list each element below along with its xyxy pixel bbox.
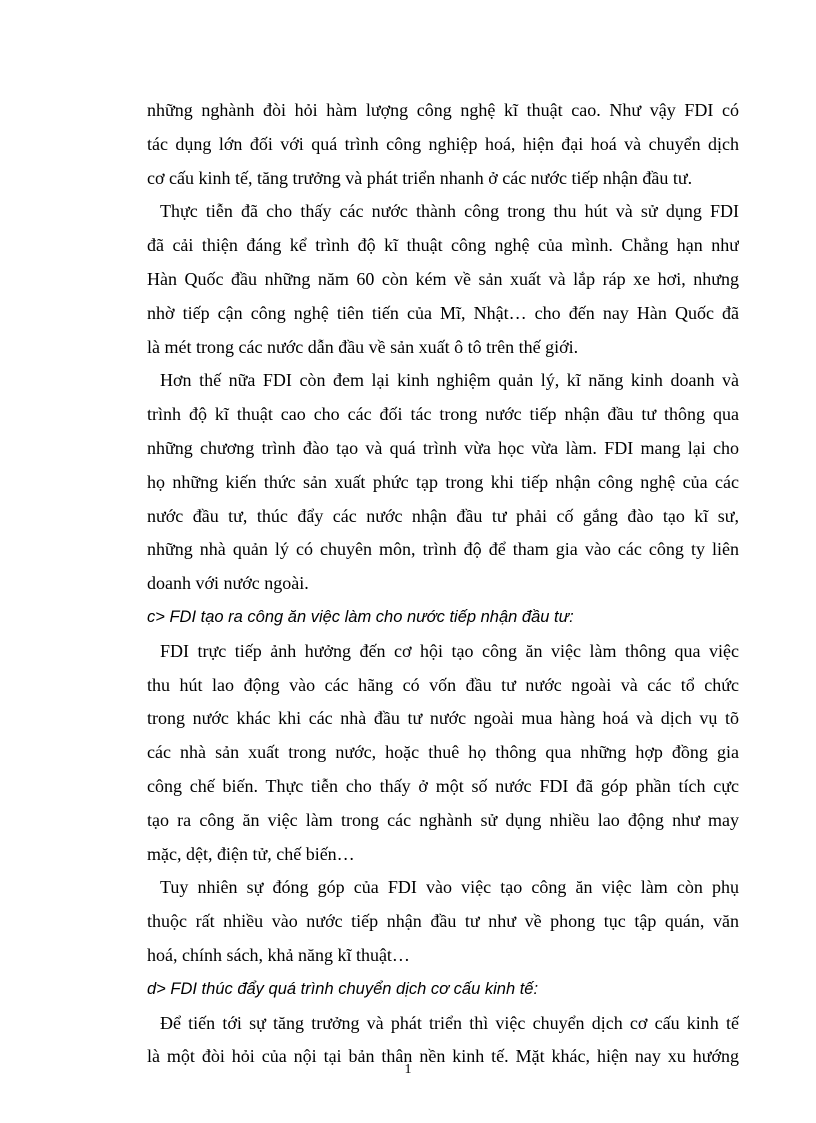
text-line: mặc, dệt, điện tử, chế biến… bbox=[147, 843, 355, 864]
text-line: là mét trong các nước dẫn đầu về sản xuất ô tô trên thế giới. bbox=[147, 336, 579, 357]
text-line: thuộc rất nhiều vào nước tiếp nhận đầu tư như về phong tục tập quán, văn bbox=[147, 911, 739, 932]
text-line: trình độ kĩ thuật cao cho các đối tác trong nước tiếp nhận đầu tư thông qua bbox=[147, 404, 739, 425]
paragraph-first-line: Thực tiễn đã cho thấy các nước thành công trong thu hút và sử dụng FDI bbox=[160, 201, 739, 222]
text-line: trong nước khác khi các nhà đầu tư nước ngoài mua hàng hoá và dịch vụ tõ bbox=[147, 708, 739, 729]
text-line: thu hút lao động vào các hãng có vốn đầu tư nước ngoài và các tổ chức bbox=[147, 674, 739, 695]
paragraph-first-line: Để tiến tới sự tăng trưởng và phát triển thì việc chuyển dịch cơ cấu kinh tế bbox=[160, 1012, 739, 1033]
text-line: các nhà sản xuất trong nước, hoặc thuê họ thông qua những hợp đồng gia bbox=[147, 742, 739, 763]
section-heading: c> FDI tạo ra công ăn việc làm cho nước tiếp nhận đầu tư: bbox=[147, 607, 574, 626]
text-line: cơ cấu kinh tế, tăng trưởng và phát triển nhanh ở các nước tiếp nhận đầu tư. bbox=[147, 167, 693, 188]
text-line: những nhà quản lý có chuyên môn, trình độ để tham gia vào các công ty liên bbox=[147, 539, 739, 560]
text-line: hoá, chính sách, khả năng kĩ thuật… bbox=[147, 944, 410, 965]
text-line: tạo ra công ăn việc làm trong các nghành sử dụng nhiều lao động như may bbox=[147, 809, 739, 830]
paragraph-first-line: Hơn thế nữa FDI còn đem lại kinh nghiệm quản lý, kĩ năng kinh doanh và bbox=[160, 370, 739, 391]
text-line: những nghành đòi hỏi hàm lượng công nghệ kĩ thuật cao. Như vậy FDI có bbox=[147, 100, 739, 120]
text-line: tác dụng lớn đối với quá trình công nghiệp hoá, hiện đại hoá và chuyển dịch bbox=[147, 133, 739, 154]
text-line: nước đầu tư, thúc đẩy các nước nhận đầu tư phải cố gắng đào tạo kĩ sư, bbox=[147, 505, 739, 526]
body-text bbox=[147, 94, 739, 1074]
text-line: công chế biến. Thực tiễn cho thấy ở một số nước FDI đã góp phần tích cực bbox=[147, 775, 739, 796]
section-heading: d> FDI thúc đẩy quá trình chuyển dịch cơ cấu kinh tế: bbox=[147, 979, 539, 998]
text-line: doanh với nước ngoài. bbox=[147, 573, 309, 594]
text-line: nhờ tiếp cận công nghệ tiên tiến của Mĩ, Nhật… cho đến nay Hàn Quốc đã bbox=[147, 302, 739, 323]
text-line: họ những kiến thức sản xuất phức tạp trong khi tiếp nhận công nghệ của các bbox=[147, 471, 739, 492]
text-line: Hàn Quốc đầu những năm 60 còn kém về sản xuất và lắp ráp xe hơi, nhưng bbox=[147, 268, 739, 289]
text-line: là một đòi hỏi của nội tại bản thân nền kinh tế. Mặt khác, hiện nay xu hướng bbox=[147, 1046, 739, 1067]
page-number: 1 bbox=[404, 1062, 412, 1077]
text-line: đã cải thiện đáng kể trình độ kĩ thuật công nghệ của mình. Chẳng hạn như bbox=[147, 235, 739, 256]
paragraph-first-line: Tuy nhiên sự đóng góp của FDI vào việc tạo công ăn việc làm còn phụ bbox=[160, 877, 739, 898]
paragraph-first-line: FDI trực tiếp ảnh hưởng đến cơ hội tạo công ăn việc làm thông qua việc bbox=[160, 640, 739, 661]
text-line: những chương trình đào tạo và quá trình vừa học vừa làm. FDI mang lại cho bbox=[147, 437, 739, 458]
